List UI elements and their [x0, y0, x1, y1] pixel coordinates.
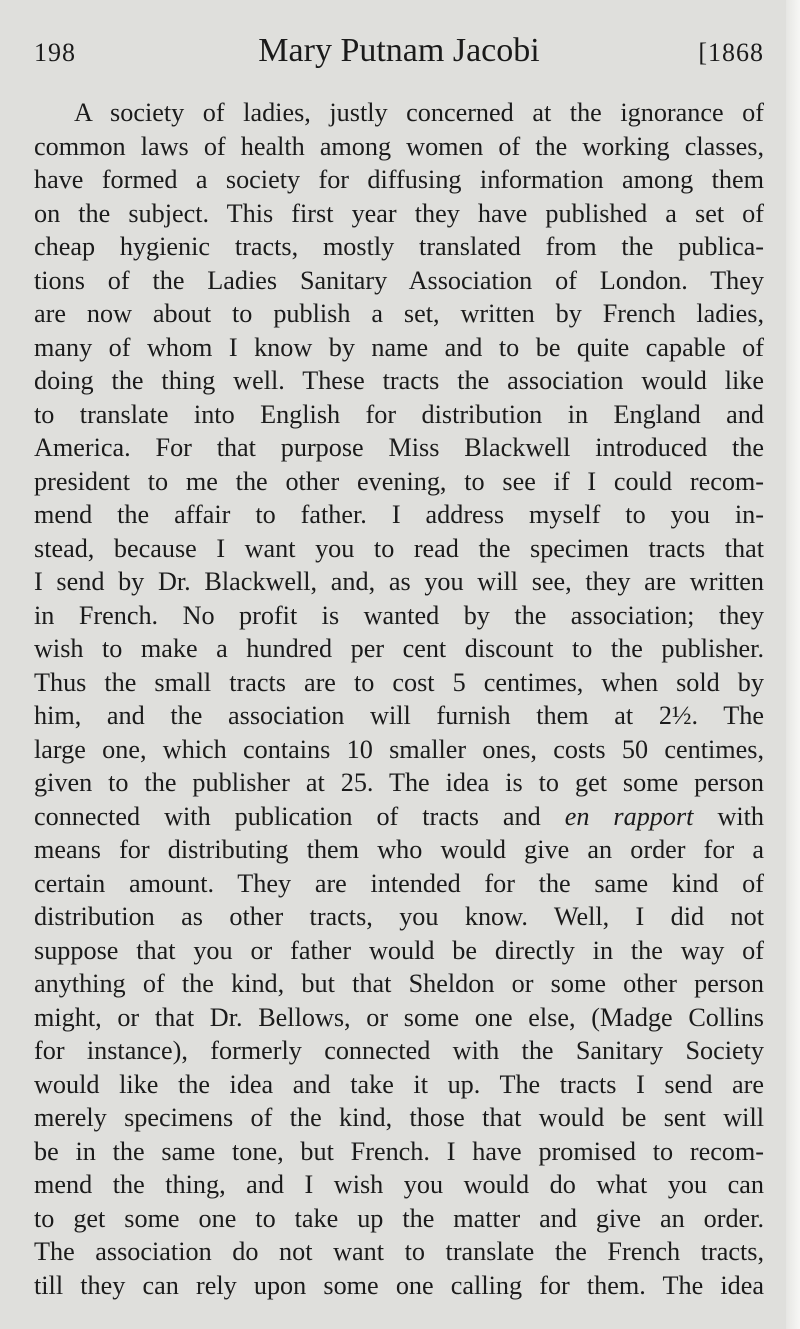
text-line: to translate into English for distribution in England and: [34, 399, 764, 429]
text-line: in French. No profit is wanted by the association; they: [34, 600, 764, 630]
page-number: 198: [34, 38, 76, 67]
text-line: merely specimens of the kind, those that would be sent will: [34, 1103, 764, 1132]
text-line: anything of the kind, but that Sheldon or some other person: [34, 969, 764, 998]
text-line: mend the thing, and I wish you would do what you can: [34, 1170, 764, 1199]
text-line: mend the affair to father. I address myself to you in-: [34, 500, 764, 529]
text-line: common laws of health among women of the working classes,: [34, 131, 764, 161]
text-line: America. For that purpose Miss Blackwell introduced the: [34, 433, 764, 462]
text-line: doing the thing well. These tracts the association would like: [34, 366, 764, 395]
text-line: on the subject. This first year they have published a set of: [34, 198, 764, 228]
running-title: Mary Putnam Jacobi: [258, 32, 540, 69]
text-line: him, and the association will furnish them at 2½. The: [34, 701, 764, 730]
text-line: cheap hygienic tracts, mostly translated from the publica-: [34, 232, 764, 261]
text-line: distribution as other tracts, you know. Well, I did not: [34, 902, 764, 931]
text-line: large one, which contains 10 smaller ones, costs 50 centimes,: [34, 734, 764, 764]
text-line: The association do not want to translate the French tracts,: [34, 1237, 764, 1266]
text-line: suppose that you or father would be directly in the way of: [34, 935, 764, 965]
text-line: means for distributing them who would give an order for a: [34, 835, 764, 864]
text-line: president to me the other evening, to see if I could recom-: [34, 466, 764, 496]
year-marker: [1868: [698, 38, 764, 67]
text-line: certain amount. They are intended for the same kind of: [34, 868, 764, 898]
italic-phrase: en rapport: [564, 801, 694, 831]
text-line: connected with publication of tracts and en rapport with: [34, 801, 764, 831]
text-line: would like the idea and take it up. The tracts I send are: [34, 1069, 764, 1099]
text-line: till they can rely upon some one calling for them. The idea: [34, 1270, 764, 1300]
text-line: wish to make a hundred per cent discount to the publisher.: [34, 634, 764, 663]
text-line: might, or that Dr. Bellows, or some one else, (Madge Collins: [34, 1002, 764, 1032]
text-line: are now about to publish a set, written by French ladies,: [34, 299, 764, 328]
text-line: A society of ladies, justly concerned at the ignorance of: [74, 98, 764, 127]
running-header: [34, 28, 764, 80]
text-line: have formed a society for diffusing information among them: [34, 165, 764, 194]
page-edge: [786, 0, 800, 1329]
text-line: to get some one to take up the matter and give an order.: [34, 1203, 764, 1233]
text-line: given to the publisher at 25. The idea is to get some person: [34, 768, 764, 797]
text-line: tions of the Ladies Sanitary Association of London. They: [34, 265, 764, 295]
text-line: stead, because I want you to read the specimen tracts that: [34, 533, 764, 563]
text-line: be in the same tone, but French. I have promised to recom-: [34, 1136, 764, 1166]
text-line: Thus the small tracts are to cost 5 centimes, when sold by: [34, 667, 764, 697]
body-paragraph: [34, 96, 764, 1302]
text-line: for instance), formerly connected with the Sanitary Society: [34, 1036, 764, 1065]
text-line: many of whom I know by name and to be quite capable of: [34, 332, 764, 362]
text-line: I send by Dr. Blackwell, and, as you will see, they are written: [34, 567, 764, 596]
